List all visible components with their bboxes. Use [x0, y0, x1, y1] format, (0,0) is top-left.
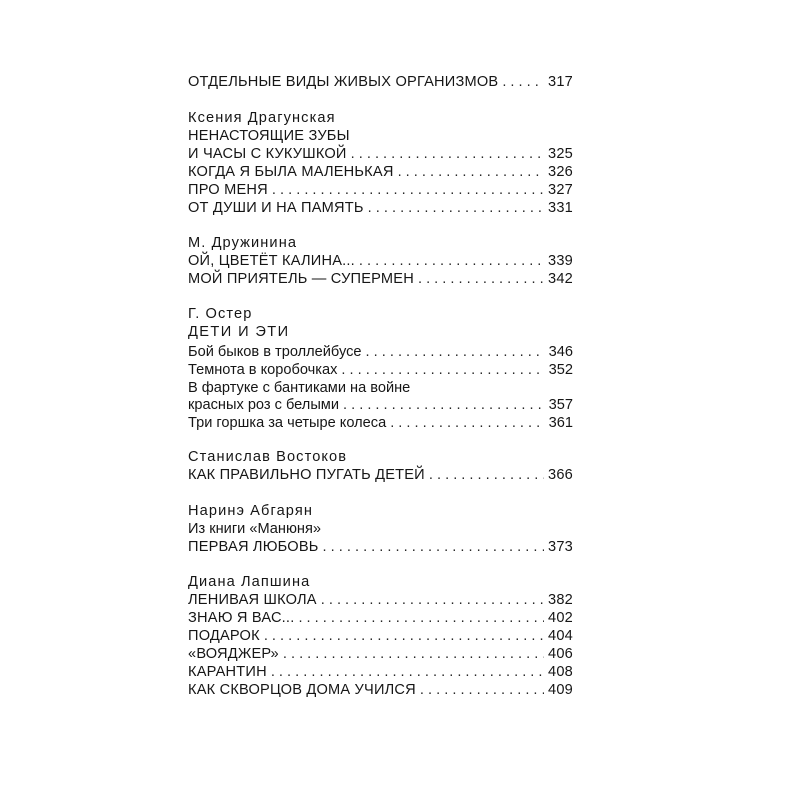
dot-leader — [321, 591, 544, 609]
entry-title: ПРО МЕНЯ — [188, 182, 268, 198]
dot-leader — [418, 270, 544, 288]
dot-leader — [264, 627, 544, 645]
entry-title: НЕНАСТОЯЩИЕ ЗУБЫ — [188, 128, 350, 144]
toc-entry — [188, 361, 573, 379]
author-name-text: Станислав Востоков — [188, 449, 348, 465]
entry-page-number: 325 — [548, 146, 573, 162]
entry-title: ОТДЕЛЬНЫЕ ВИДЫ ЖИВЫХ ОРГАНИЗМОВ — [188, 74, 499, 90]
toc-entry — [188, 252, 573, 270]
toc-entry — [188, 163, 573, 181]
entry-page-number: 408 — [548, 664, 573, 680]
dot-leader — [390, 414, 544, 432]
entry-title: КАК СКВОРЦОВ ДОМА УЧИЛСЯ — [188, 682, 416, 698]
toc-entry-title-line — [188, 379, 573, 397]
toc-entry — [188, 609, 573, 627]
toc-entry — [188, 73, 573, 91]
entry-title: Бой быков в троллейбусе — [188, 344, 362, 360]
entry-title: Темнота в коробочках — [188, 362, 338, 378]
entry-title: ОЙ, ЦВЕТЁТ КАЛИНА... — [188, 253, 355, 269]
entry-page-number: 352 — [548, 362, 573, 378]
author-name-text: Ксения Драгунская — [188, 110, 336, 126]
dot-leader — [366, 343, 545, 361]
toc-entry — [188, 645, 573, 663]
author-name — [188, 234, 573, 252]
toc-entry — [188, 681, 573, 699]
entry-page-number: 366 — [548, 467, 573, 483]
dot-leader — [341, 361, 544, 379]
dot-leader — [351, 145, 544, 163]
book-source — [188, 520, 573, 538]
entry-page-number: 339 — [548, 253, 573, 269]
toc-entry — [188, 591, 573, 609]
book-source-text: Из книги «Манюня» — [188, 521, 321, 537]
entry-title: ЗНАЮ Я ВАС... — [188, 610, 295, 626]
entry-title: Три горшка за четыре колеса — [188, 415, 387, 431]
entry-page-number: 373 — [548, 539, 573, 555]
entry-page-number: 406 — [548, 646, 573, 662]
entry-title: ПЕРВАЯ ЛЮБОВЬ — [188, 539, 319, 555]
entry-page-number: 357 — [548, 397, 573, 413]
entry-title: В фартуке с бантиками на войне — [188, 380, 411, 396]
series-title-text: ДЕТИ И ЭТИ — [188, 324, 290, 340]
dot-leader — [298, 609, 544, 627]
dot-leader — [283, 645, 544, 663]
entry-title: МОЙ ПРИЯТЕЛЬ — СУПЕРМЕН — [188, 271, 414, 287]
author-name — [188, 448, 573, 466]
toc-entry — [188, 343, 573, 361]
author-name — [188, 109, 573, 127]
author-name-text: Г. Остер — [188, 306, 253, 322]
entry-page-number: 402 — [548, 610, 573, 626]
toc-entry — [188, 181, 573, 199]
entry-title: КОГДА Я БЫЛА МАЛЕНЬКАЯ — [188, 164, 394, 180]
author-name — [188, 502, 573, 520]
entry-page-number: 404 — [548, 628, 573, 644]
toc-entry — [188, 538, 573, 556]
entry-title: КАРАНТИН — [188, 664, 267, 680]
entry-page-number: 382 — [548, 592, 573, 608]
dot-leader — [271, 663, 544, 681]
entry-title: «ВОЯДЖЕР» — [188, 646, 279, 662]
toc-entry — [188, 396, 573, 414]
entry-page-number: 361 — [548, 415, 573, 431]
dot-leader — [502, 73, 544, 91]
toc-entry — [188, 270, 573, 288]
dot-leader — [398, 163, 544, 181]
entry-page-number: 342 — [548, 271, 573, 287]
toc-entry — [188, 663, 573, 681]
dot-leader — [323, 538, 545, 556]
entry-page-number: 317 — [548, 74, 573, 90]
dot-leader — [420, 681, 544, 699]
entry-title: красных роз с белыми — [188, 397, 339, 413]
toc-entry — [188, 414, 573, 432]
entry-title: И ЧАСЫ С КУКУШКОЙ — [188, 146, 347, 162]
toc-entry — [188, 199, 573, 217]
toc-entry — [188, 145, 573, 163]
toc-entry — [188, 466, 573, 484]
author-name — [188, 305, 573, 323]
dot-leader — [359, 252, 544, 270]
author-name-text: Наринэ Абгарян — [188, 503, 314, 519]
author-name-text: М. Дружинина — [188, 235, 298, 251]
toc-entry-title-line — [188, 127, 573, 145]
entry-title: ПОДАРОК — [188, 628, 260, 644]
entry-title: ЛЕНИВАЯ ШКОЛА — [188, 592, 317, 608]
dot-leader — [343, 396, 545, 414]
dot-leader — [272, 181, 544, 199]
dot-leader — [429, 466, 544, 484]
toc-entry — [188, 627, 573, 645]
dot-leader — [368, 199, 544, 217]
entry-title: КАК ПРАВИЛЬНО ПУГАТЬ ДЕТЕЙ — [188, 467, 425, 483]
entry-page-number: 326 — [548, 164, 573, 180]
entry-page-number: 346 — [548, 344, 573, 360]
entry-page-number: 331 — [548, 200, 573, 216]
entry-page-number: 327 — [548, 182, 573, 198]
author-name-text: Диана Лапшина — [188, 574, 311, 590]
author-name — [188, 573, 573, 591]
entry-title: ОТ ДУШИ И НА ПАМЯТЬ — [188, 200, 364, 216]
entry-page-number: 409 — [548, 682, 573, 698]
series-title — [188, 323, 573, 341]
